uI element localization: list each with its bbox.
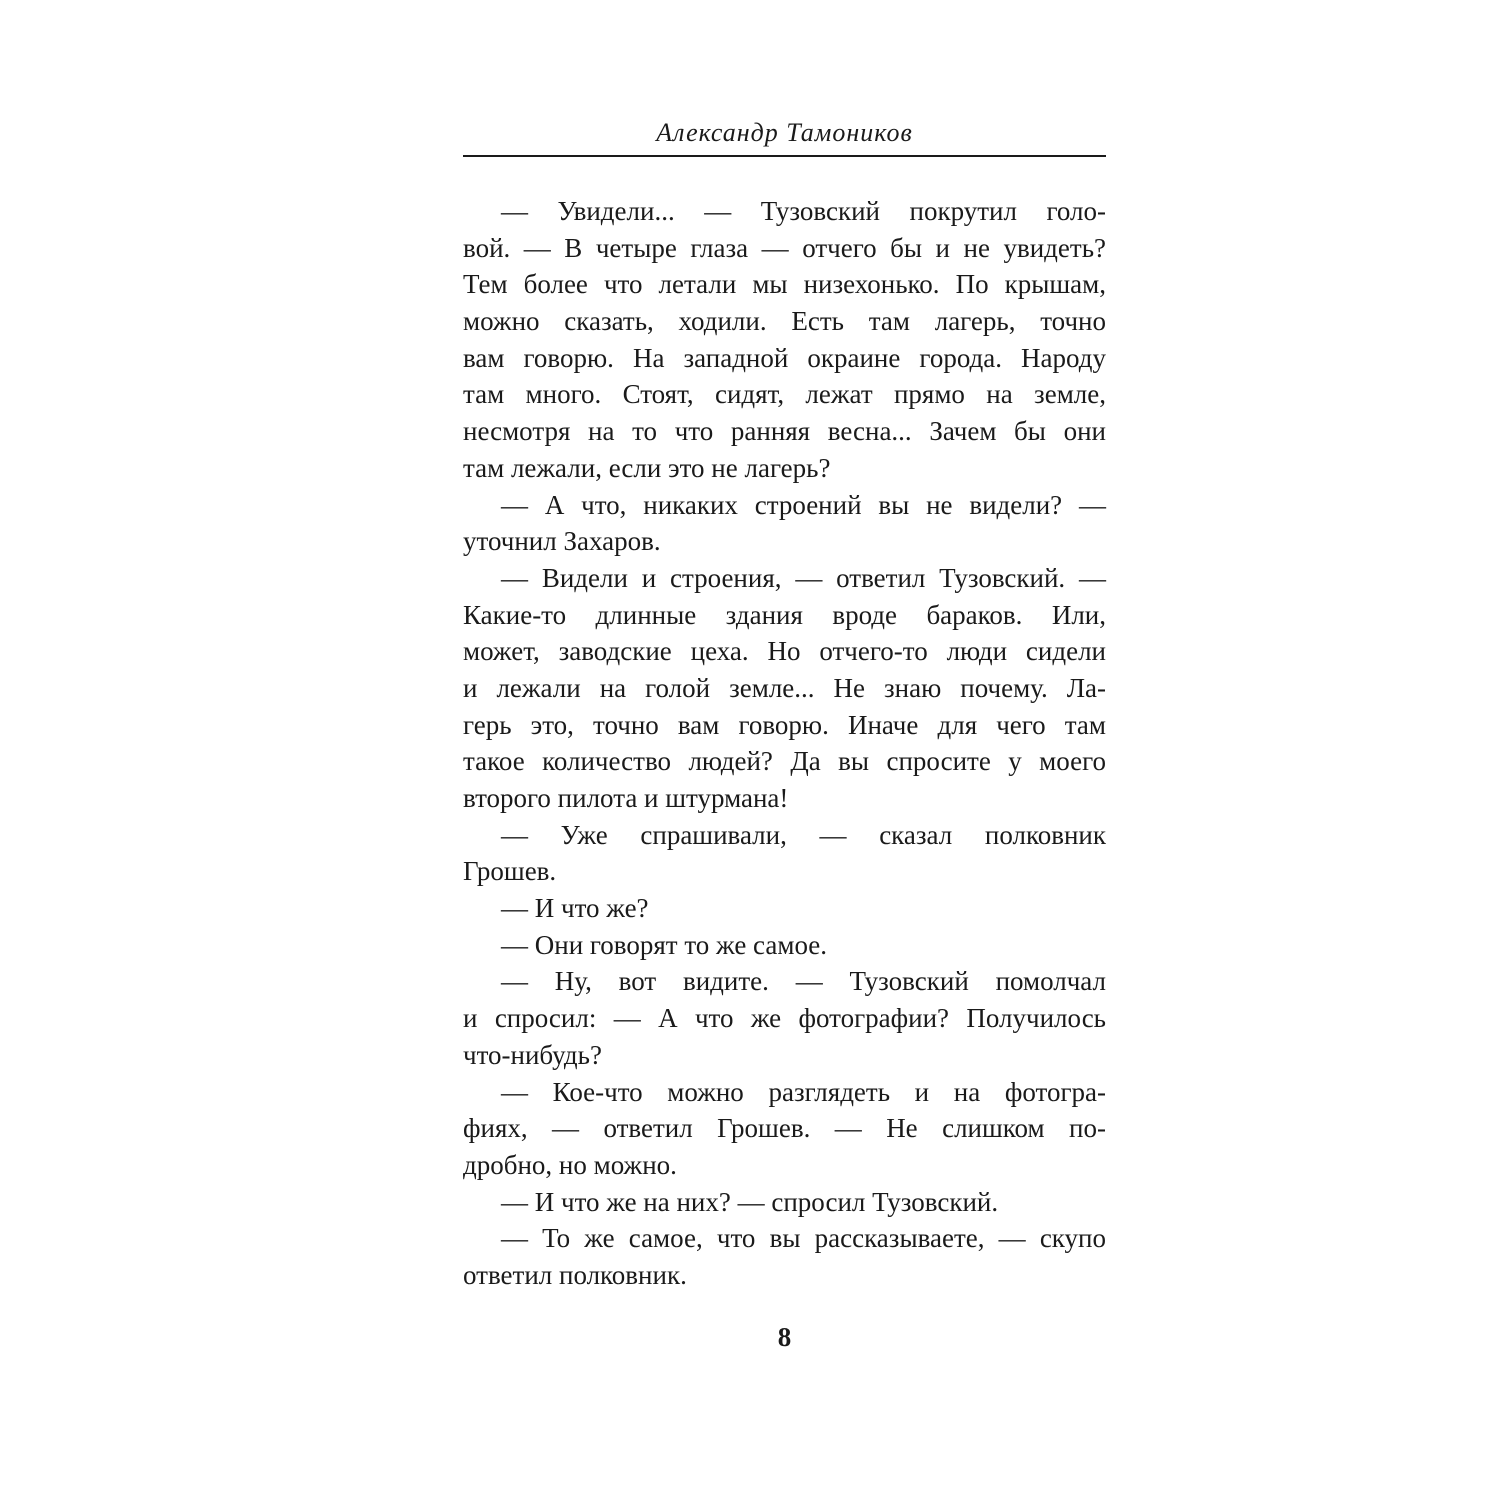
text-line: такое количество людей? Да вы спросите у моего <box>463 746 1106 777</box>
text-line: — Уже спрашивали, — сказал полковник <box>501 819 1106 850</box>
text-line: — А что, никаких строений вы не видели? — <box>501 489 1106 520</box>
text-line: что-нибудь? <box>463 1039 602 1070</box>
header-rule <box>463 155 1106 157</box>
text-line: — Ну, вот видите. — Тузовский помолчал <box>501 966 1106 997</box>
body-text <box>463 193 1106 1294</box>
text-line: — И что же? <box>501 893 649 924</box>
text-line: там лежали, если это не лагерь? <box>463 452 831 483</box>
text-line: Тем более что летали мы низехонько. По крышам, <box>463 269 1106 300</box>
text-line: и лежали на голой земле... Не знаю почему. Ла- <box>463 672 1106 703</box>
page-number: 8 <box>777 1322 792 1352</box>
text-line: вой. — В четыре глаза — отчего бы и не увидеть? <box>463 232 1106 263</box>
text-line: Какие-то длинные здания вроде бараков. Или, <box>463 599 1106 630</box>
text-line: фиях, — ответил Грошев. — Не слишком по- <box>463 1113 1106 1144</box>
text-line: второго пилота и штурмана! <box>463 783 789 813</box>
text-line: — И что же на них? — спросил Тузовский. <box>501 1186 999 1217</box>
text-line: герь это, точно вам говорю. Иначе для чего там <box>463 709 1106 740</box>
text-line: — То же самое, что вы рассказываете, — скупо <box>501 1223 1106 1254</box>
text-line: — Они говорят то же самое. <box>501 929 828 960</box>
text-line: несмотря на то что ранняя весна... Зачем бы они <box>463 416 1106 447</box>
text-line: дробно, но можно. <box>463 1149 677 1180</box>
running-head-author: Александр Тамоников <box>656 118 913 147</box>
text-line: уточнил Захаров. <box>463 526 661 557</box>
text-line: вам говорю. На западной окраине города. Народу <box>463 342 1106 373</box>
text-line: может, заводские цеха. Но отчего-то люди сидели <box>463 636 1106 667</box>
text-line: и спросил: — А что же фотографии? Получилось <box>463 1003 1106 1034</box>
text-line: там много. Стоят, сидят, лежат прямо на земле, <box>463 379 1106 410</box>
text-line: — Кое-что можно разглядеть и на фотогра- <box>501 1076 1106 1107</box>
text-line: ответил полковник. <box>463 1259 687 1290</box>
text-line: — Видели и строения, — ответил Тузовский. — <box>501 562 1106 593</box>
text-line: Грошев. <box>463 856 557 887</box>
text-line: можно сказать, ходили. Есть там лагерь, точно <box>463 306 1106 337</box>
text-line: — Увидели... — Тузовский покрутил голо- <box>501 196 1106 226</box>
